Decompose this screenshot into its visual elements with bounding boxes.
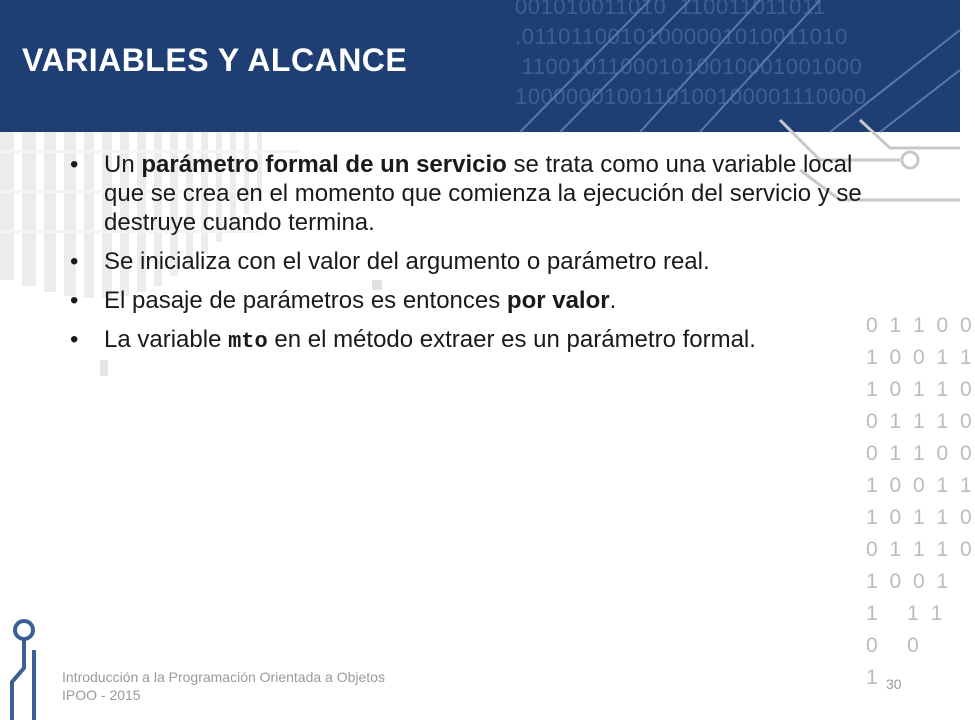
bullet-item [62,150,882,237]
slide-content [62,150,882,366]
bullet-marker: • [70,326,79,353]
bullet-text: El pasaje de parámetros es entonces [104,287,507,314]
bullet-list [62,150,882,356]
bullet-marker: • [70,287,79,314]
bullet-bold-text: por valor [506,287,610,314]
header-binary-decoration: 001010011010 110011011011 .01101100101000001010011010 110010110001010010001001000 1000000100110100100001110000 [515,0,867,109]
bullet-bold-text: parámetro formal de un servicio [141,151,507,178]
bullet-item [62,247,882,276]
bullet-text: en el método extraer es un parámetro formal. [267,326,756,353]
footer-course: Introducción a la Programación Orientada a Objetos [62,669,385,685]
bullet-code-text: mto [228,329,268,354]
bullet-marker: • [70,151,79,178]
footer [62,668,385,704]
footer-year: IPOO - 2015 [62,687,141,703]
bullet-text: se trata como una variable local que se crea en el momento que comienza la ejecución del servicio y se destruye cuando termina. [104,151,862,236]
slide-title: VARIABLES Y ALCANCE [22,42,408,78]
binary-column-decoration: 0 1 1 0 0 1 0 0 1 1 1 0 1 1 0 0 1 1 1 0 0 1 1 0 0 1 0 0 1 1 1 0 1 1 0 0 1 1 1 0 1 0 0 1 1 1 1 0 0 1 [866,314,975,689]
bullet-text: Se inicializa con el valor del argumento o parámetro real. [104,248,710,275]
bullet-text: . [609,287,617,314]
bullet-text: Un [104,151,142,178]
page-number: 30 [886,676,902,692]
circuit-decoration-left [0,600,60,720]
bullet-marker: • [70,248,79,275]
bullet-item [62,286,882,315]
bullet-item [62,325,882,356]
header-band [0,0,960,132]
bullet-text: La variable [104,326,229,353]
